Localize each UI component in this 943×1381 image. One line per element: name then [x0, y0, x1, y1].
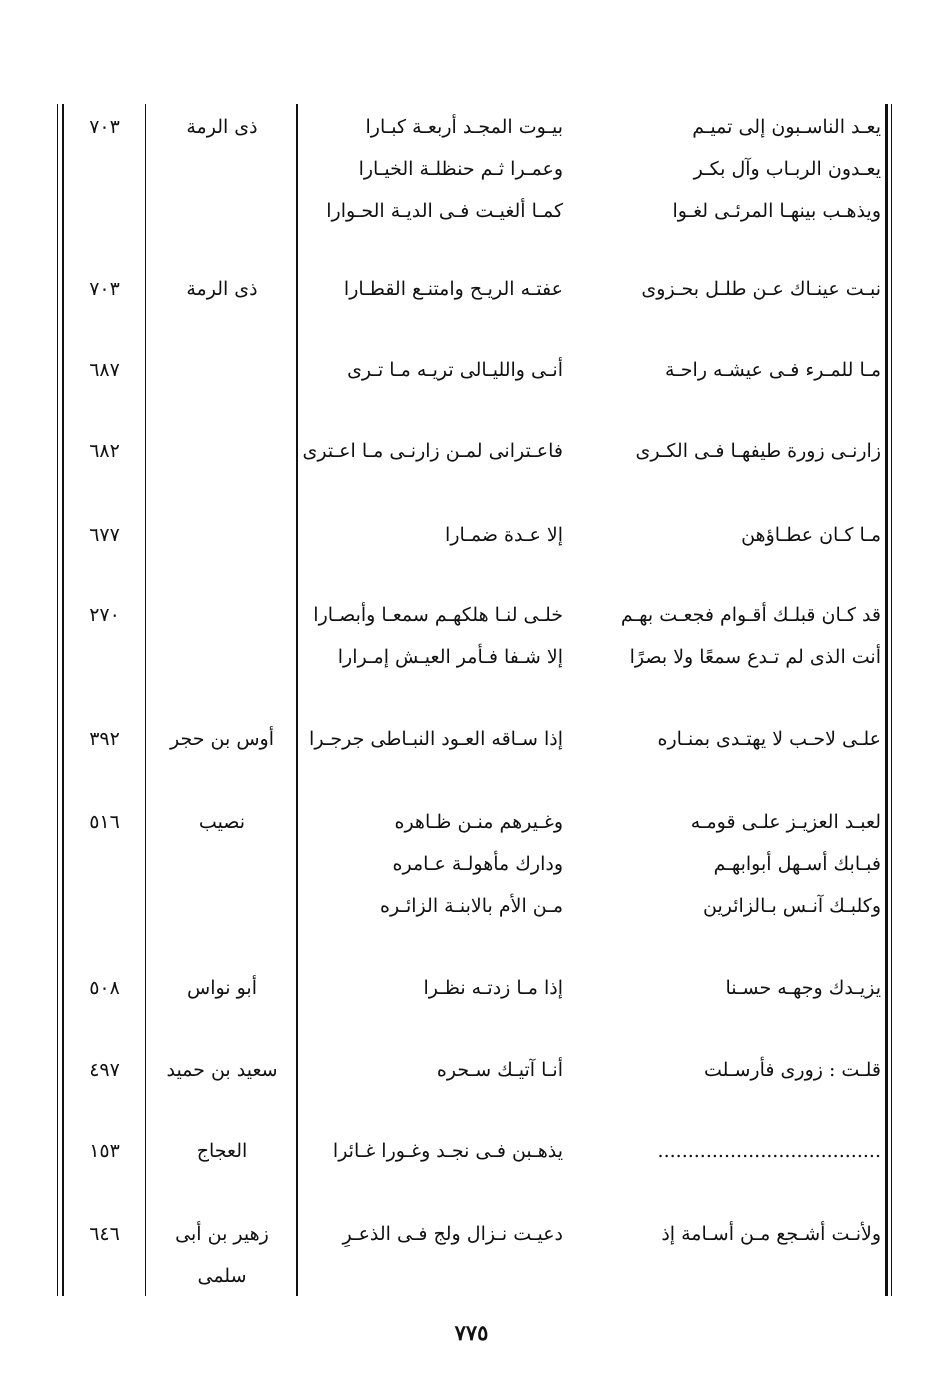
table-border-right-thick: [885, 104, 888, 1296]
verse-line: لعبـد العزيـز علـى قومـه: [690, 811, 881, 833]
verse-line: إذا سـاقه العـود النبـاطى جرجـرا: [309, 728, 563, 750]
verse-line: بيـوت المجـد أربعـة كبـارا: [365, 116, 563, 138]
page-reference: ٦٨٧: [89, 359, 120, 381]
page-number: ٧٧٥: [454, 1320, 489, 1345]
verse-line: مـا للمـرء فـى عيشـه راحـة: [665, 359, 881, 381]
page-reference: ٤٩٧: [89, 1059, 120, 1081]
first-hemistich: [619, 967, 881, 1009]
verse-line: وغـيرهم منـن ظـاهره: [394, 811, 563, 833]
verse-line: ودارك مأهولـة عـامره: [392, 853, 563, 875]
page-reference: ٧٠٣: [89, 278, 120, 300]
poet-name: زهير بن أبى سلمى: [175, 1223, 269, 1287]
first-hemistich: [619, 349, 881, 391]
verse-line: يزيـدك وجهـه حسـنا: [725, 977, 881, 999]
verse-line: وعمـرا ثـم حنظلـة الخيـارا: [358, 158, 563, 180]
verse-line: أنـا آتيـك سـحره: [436, 1059, 563, 1081]
page-reference: ٦٤٦: [89, 1223, 120, 1245]
poet-name: ذى الرمة: [186, 278, 258, 300]
table-border-right-thin: [891, 104, 892, 1296]
page-reference: ٢٧٠: [89, 604, 120, 626]
first-hemistich: [619, 718, 881, 760]
verse-line: قلـت : زورى فأرسـلت: [704, 1059, 881, 1081]
verse-line: زارنـى زورة طيفهـا فـى الكـرى: [635, 440, 881, 462]
verse-line: يذهـبن فـى نجـد وغـورا غـائرا: [332, 1140, 563, 1162]
verse-line: يعـد الناسـبون إلى تميـم: [692, 116, 881, 138]
second-hemistich: [307, 967, 563, 1009]
poet-name: أبو نواس: [187, 977, 257, 999]
verse-line: علـى لاحـب لا يهتـدى بمنـاره: [657, 728, 881, 750]
poet-name: نصيب: [198, 811, 246, 833]
first-hemistich: [619, 514, 881, 556]
poet-name: ذى الرمة: [186, 116, 258, 138]
second-hemistich: [307, 594, 563, 678]
verse-line: قد كـان قبلـك أقـوام فجعـت بهـم: [620, 604, 881, 626]
verse-line: مـا كـان عطـاؤهن: [741, 524, 881, 546]
page-reference: ٥١٦: [89, 811, 120, 833]
verse-line: أنت الذى لم تـدع سمعًا ولا بصرًا: [629, 646, 881, 668]
verse-line: خلـى لنـا هلكهـم سمعـا وأبصـارا: [313, 604, 563, 626]
first-hemistich: [619, 1130, 881, 1172]
verse-line: دعيـت نـزال ولج فـى الذعـرِ: [342, 1223, 563, 1245]
verse-line: فبـابك أسـهل أبوابهـم: [713, 853, 881, 875]
second-hemistich: [307, 349, 563, 391]
first-hemistich: [619, 430, 881, 472]
second-hemistich: [307, 1049, 563, 1091]
verse-line: إذا مـا زدتـه نظـرا: [423, 977, 563, 999]
second-hemistich: [307, 718, 563, 760]
first-hemistich: [619, 268, 881, 310]
page-reference: ٧٠٣: [89, 116, 120, 138]
second-hemistich: [307, 514, 563, 556]
verse-line: يعـدون الربـاب وآل بكـر: [693, 158, 881, 180]
verse-line: ويذهـب بينهـا المرئـى لغـوا: [672, 200, 881, 222]
page-reference: ٦٧٧: [89, 524, 120, 546]
verse-line: نبـت عينـاك عـن طلـل بحـزوى: [641, 278, 881, 300]
column-divider-page: [145, 104, 146, 1296]
verse-line: فاعـترانى لمـن زارنـى مـا اعـترى: [302, 440, 563, 462]
second-hemistich: [307, 801, 563, 927]
first-hemistich: [619, 801, 881, 927]
verse-line: إلا عـدة ضمـارا: [445, 524, 563, 546]
first-hemistich: [619, 1049, 881, 1091]
verse-line: كمـا ألغيـت فـى الديـة الحـوارا: [326, 200, 563, 222]
page-reference: ٦٨٢: [89, 440, 120, 462]
first-hemistich: [619, 594, 881, 678]
page-reference: ٥٠٨: [89, 977, 120, 999]
verse-line: ولأنـت أشـجع مـن أسـامة إذ: [661, 1223, 881, 1245]
verse-line: أنـى والليـالى تريـه مـا تـرى: [347, 359, 563, 381]
page-reference: ٣٩٢: [89, 728, 120, 750]
verse-line: مـن الأم بالابنـة الزائـره: [379, 895, 563, 917]
first-hemistich: [619, 106, 881, 232]
second-hemistich: [307, 1213, 563, 1255]
page-reference: ١٥٣: [89, 1140, 120, 1162]
verse-line: عفتـه الريـح وامتنـع القطـارا: [343, 278, 563, 300]
first-hemistich: [619, 1213, 881, 1255]
second-hemistich: [307, 1130, 563, 1172]
poet-name: سعيد بن حميد: [166, 1059, 278, 1081]
second-hemistich: [302, 430, 563, 472]
verse-line: .....................................: [657, 1140, 881, 1162]
verse-line: وكلبـك آنـس بـالزائرين: [703, 895, 881, 917]
table-border-left-thin: [57, 104, 58, 1296]
poet-name: العجاج: [196, 1140, 248, 1162]
second-hemistich: [307, 268, 563, 310]
poet-name: أوس بن حجر: [170, 728, 274, 750]
column-divider-poet: [296, 104, 298, 1296]
verse-line: إلا شـفا فـأمر العيـش إمـرارا: [337, 646, 563, 668]
second-hemistich: [307, 106, 563, 232]
